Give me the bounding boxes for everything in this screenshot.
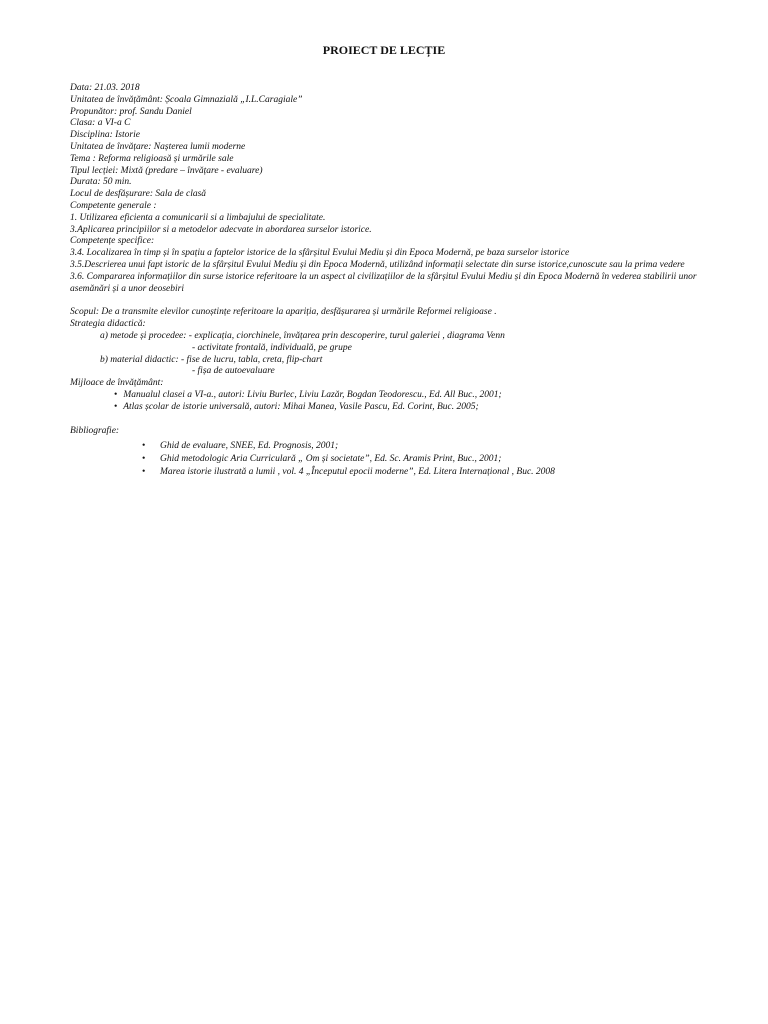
list-item (70, 467, 710, 479)
bibliography-list (70, 441, 710, 478)
teacher-line: Propunător: prof. Sandu Daniel (70, 106, 192, 117)
means-item-text: Atlas școlar de istorie universală, autori: Mihai Manea, Vasile Pascu, Ed. Corint, Buc. 2005; (123, 401, 479, 412)
methods-line-continued: - activitate frontală, individuală, pe grupe (192, 342, 352, 353)
specific-competences-heading: Competențe specifice: (70, 236, 155, 247)
class-line: Clasa: a VI-a C (70, 118, 131, 129)
bullet-icon: • (114, 401, 118, 412)
subject-line: Disciplina: Istorie (70, 130, 140, 141)
spacer (70, 295, 710, 307)
strategy-heading: Strategia didactică: (70, 319, 146, 330)
lesson-plan-body (70, 83, 710, 480)
bullet-icon: • (142, 454, 146, 465)
materials-line-continued: - fișa de autoevaluare (192, 366, 275, 377)
means-heading: Mijloace de învățământ: (70, 378, 164, 389)
general-competences-heading: Competente generale : (70, 200, 157, 211)
means-list (70, 390, 710, 414)
list-item (70, 390, 710, 402)
bibliography-item-text: Ghid de evaluare, SNEE, Ed. Prognosis, 2001; (160, 441, 339, 452)
list-item (70, 402, 710, 414)
specific-competence-3-5: 3.5.Descrierea unui fapt istoric de la sfârșitul Evului Mediu și din Epoca Modernă, utilizând informații selectate din surse istorice,cunoscute sau la prima vedere (70, 259, 685, 270)
learning-unit-line: Unitatea de învățare: Nașterea lumii moderne (70, 141, 246, 152)
school-line: Unitatea de învățământ: Școala Gimnazială „I.L.Caragiale” (70, 94, 303, 105)
scope-line: Scopul: De a transmite elevilor cunoștințe referitoare la apariția, desfășurarea și urmările Reformei religioase . (70, 307, 497, 318)
list-item (70, 441, 710, 453)
specific-competence-3-6: 3.6. Compararea informațiilor din surse istorice referitoare la un aspect al civilizațiilor de la sfârșitul Evului Mediu și din Epoca Modernă în vederea stabilirii unor asemănări și a unor deosebiri (70, 271, 697, 294)
bibliography-heading: Bibliografie: (70, 425, 120, 436)
bullet-icon: • (142, 466, 146, 477)
bullet-icon: • (114, 389, 118, 400)
general-competence-3: 3.Aplicarea principiilor si a metodelor adecvate in abordarea surselor istorice. (70, 224, 372, 235)
bibliography-item-text: Marea istorie ilustrată a lumii , vol. 4 „Începutul epocii moderne”, Ed. Litera Internațional , Buc. 2008 (160, 466, 555, 477)
date-line: Data: 21.03. 2018 (70, 83, 140, 93)
specific-competence-3-4: 3.4. Localizarea în timp și în spațiu a faptelor istorice de la sfârșitul Evului Mediu și din Epoca Modernă, pe baza surselor istorice (70, 248, 570, 259)
materials-line: b) material didactic: - fise de lucru, tabla, creta, flip-chart (100, 354, 323, 365)
bullet-icon: • (142, 441, 146, 452)
means-item-text: Manualul clasei a VI-a., autori: Liviu Burlec, Liviu Lazăr, Bogdan Teodorescu., Ed. All Buc., 2001; (123, 389, 502, 400)
duration-line: Durata: 50 min. (70, 177, 132, 188)
methods-line: a) metode și procedee: - explicația, ciorchinele, învățarea prin descoperire, turul galeriei , diagrama Venn (100, 330, 505, 341)
location-line: Locul de desfășurare: Sala de clasă (70, 189, 207, 200)
topic-line: Tema : Reforma religioasă și urmările sale (70, 153, 234, 164)
bibliography-item-text: Ghid metodologic Aria Curriculară „ Om și societate”, Ed. Sc. Aramis Print, Buc., 2001; (160, 454, 502, 465)
lesson-type-line: Tipul lecției: Mixtă (predare – învățare - evaluare) (70, 165, 263, 176)
document-title: PROIECT DE LECȚIE (322, 43, 446, 57)
general-competence-1: 1. Utilizarea eficienta a comunicarii si a limbajului de specialitate. (70, 212, 326, 223)
list-item (70, 454, 710, 466)
spacer (70, 414, 710, 426)
